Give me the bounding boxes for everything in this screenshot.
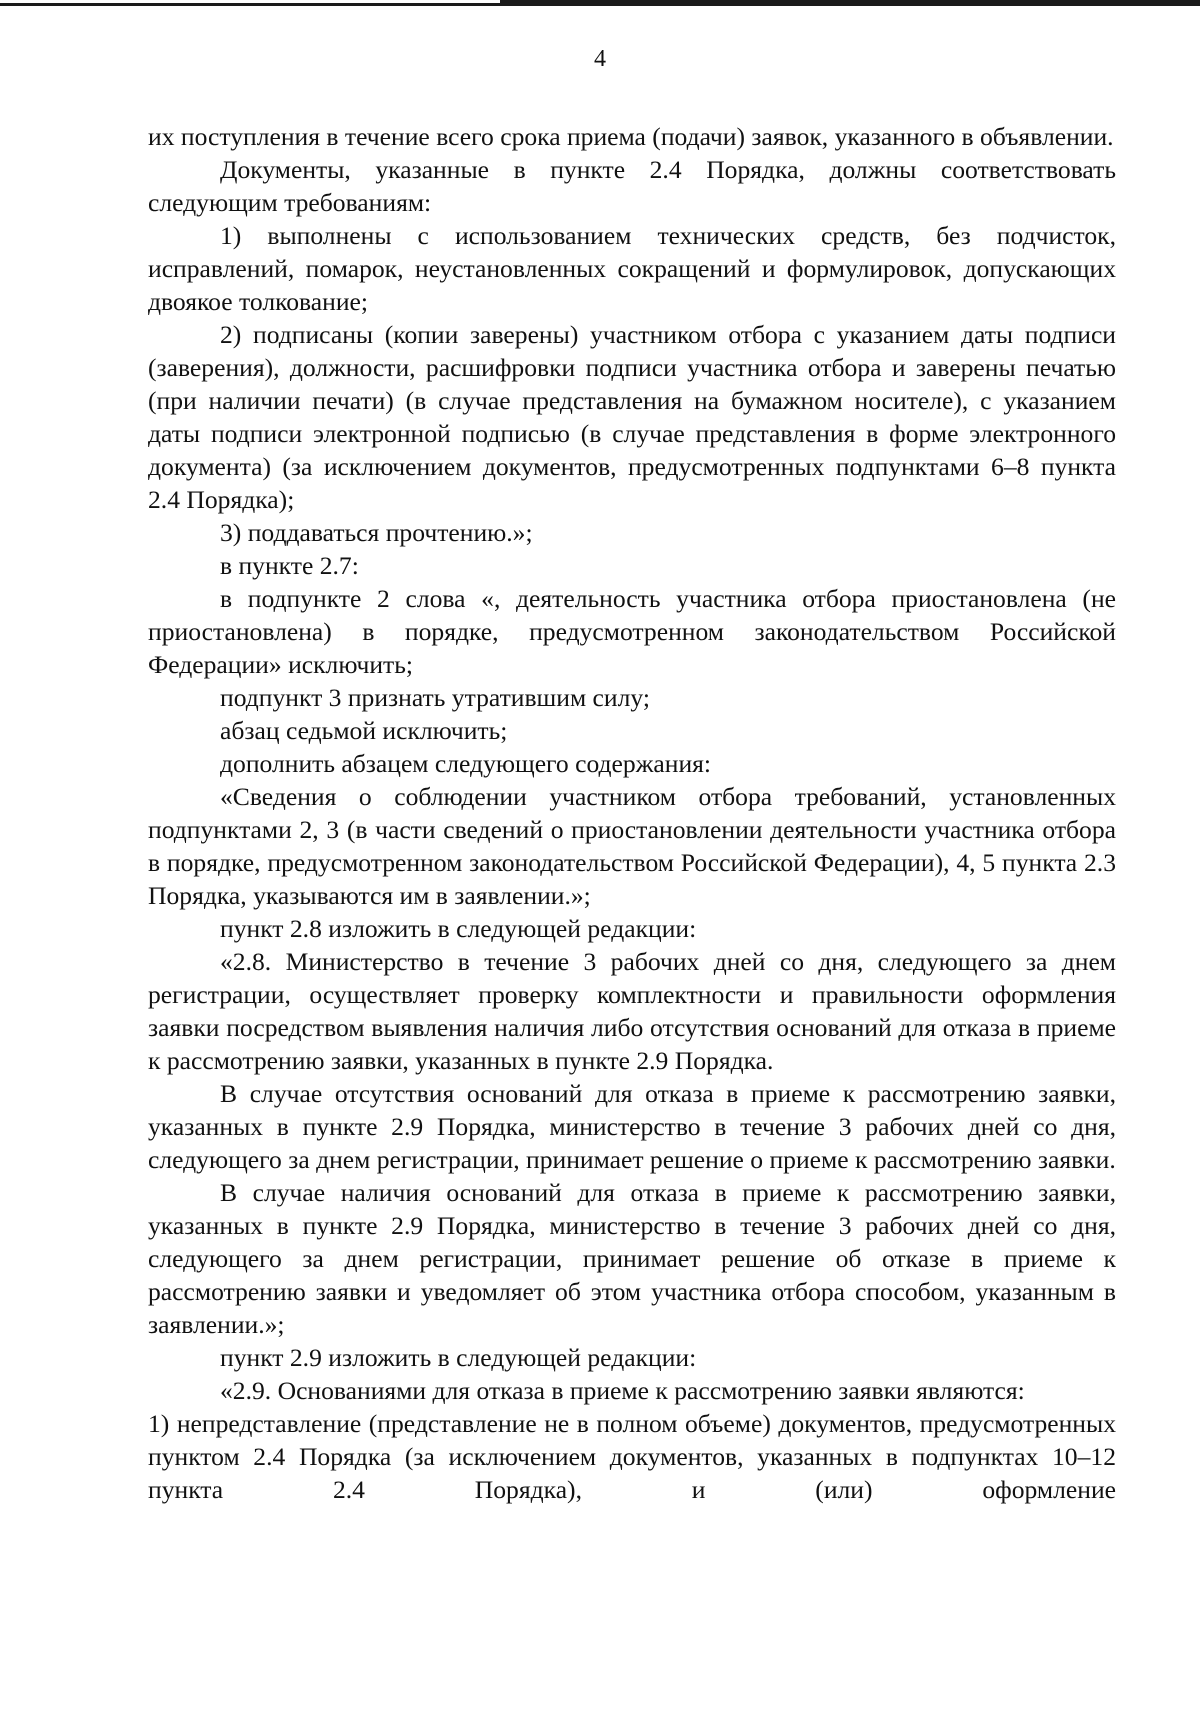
page-number: 4 <box>594 46 606 72</box>
paragraph-no-grounds: В случае отсутствия оснований для отказа в приеме к рассмотрению заявки, указанных в пункте 2.9 Порядка, министерство в течение 3 рабочих дней со дня, следующего за днем регистрации, принимает решение о приеме к рассмотрению заявки. <box>148 1079 1116 1174</box>
paragraph-point-2-9-intro: пункт 2.9 изложить в следующей редакции: <box>220 1343 697 1372</box>
list-item-1: 1) выполнены с использованием технических средств, без подчисток, исправлений, помарок, неустановленных сокращений и формулировок, допускающих двоякое толкование; <box>148 221 1116 316</box>
paragraph-point-2-9-item-1: 1) непредставление (представление не в полном объеме) документов, предусмотренных пунктом 2.4 Порядка (за исключением документов, указанных в подпунктах 10–12 пункта 2.4 Порядка), и (или) оформление <box>148 1409 1116 1504</box>
paragraph-continuation: их поступления в течение всего срока приема (подачи) заявок, указанного в объявлении. <box>148 122 1114 151</box>
paragraph-abzac-7: абзац седьмой исключить; <box>220 716 508 745</box>
paragraph-add-abzac: дополнить абзацем следующего содержания: <box>220 749 712 778</box>
paragraph-subpoint-3: подпункт 3 признать утратившим силу; <box>220 683 650 712</box>
paragraph-documents-requirements: Документы, указанные в пункте 2.4 Порядка, должны соответствовать следующим требованиям: <box>148 155 1116 217</box>
scan-top-border-gap <box>0 0 500 3</box>
document-body <box>148 120 1116 1506</box>
paragraph-point-2-9: «2.9. Основаниями для отказа в приеме к рассмотрению заявки являются: <box>220 1376 1025 1405</box>
list-item-2: 2) подписаны (копии заверены) участником отбора с указанием даты подписи (заверения), должности, расшифровки подписи участника отбора и заверены печатью (при наличии печати) (в случае представления на бумажном носителе), с указанием даты подписи электронной подписью (в случае представления в форме электронного документа) (за исключением документов, предусмотренных подпунктами 6–8 пункта 2.4 Порядка); <box>148 320 1116 514</box>
paragraph-point-2-8: «2.8. Министерство в течение 3 рабочих дней со дня, следующего за днем регистрации, осуществляет проверку комплектности и правильности оформления заявки посредством выявления наличия либо отсутствия оснований для отказа в приеме к рассмотрению заявки, указанных в пункте 2.9 Порядка. <box>148 947 1116 1075</box>
paragraph-point-2-8-intro: пункт 2.8 изложить в следующей редакции: <box>220 914 697 943</box>
paragraph-quote-svedeniya: «Сведения о соблюдении участником отбора требований, установленных подпунктами 2, 3 (в части сведений о приостановлении деятельности участника отбора в порядке, предусмотренном законодательством Российской Федерации), 4, 5 пункта 2.3 Порядка, указываются им в заявлении.»; <box>148 782 1116 910</box>
list-item-3: 3) поддаваться прочтению.»; <box>220 518 533 547</box>
paragraph-grounds: В случае наличия оснований для отказа в приеме к рассмотрению заявки, указанных в пункте 2.9 Порядка, министерство в течение 3 рабочих дней со дня, следующего за днем регистрации, принимает решение об отказе в приеме к рассмотрению заявки и уведомляет об этом участника отбора способом, указанным в заявлении.»; <box>148 1178 1116 1339</box>
paragraph-subpoint-2: в подпункте 2 слова «, деятельность участника отбора приостановлена (не приостановлена) в порядке, предусмотренном законодательством Российской Федерации» исключить; <box>148 584 1116 679</box>
paragraph-point-2-7: в пункте 2.7: <box>220 551 359 580</box>
